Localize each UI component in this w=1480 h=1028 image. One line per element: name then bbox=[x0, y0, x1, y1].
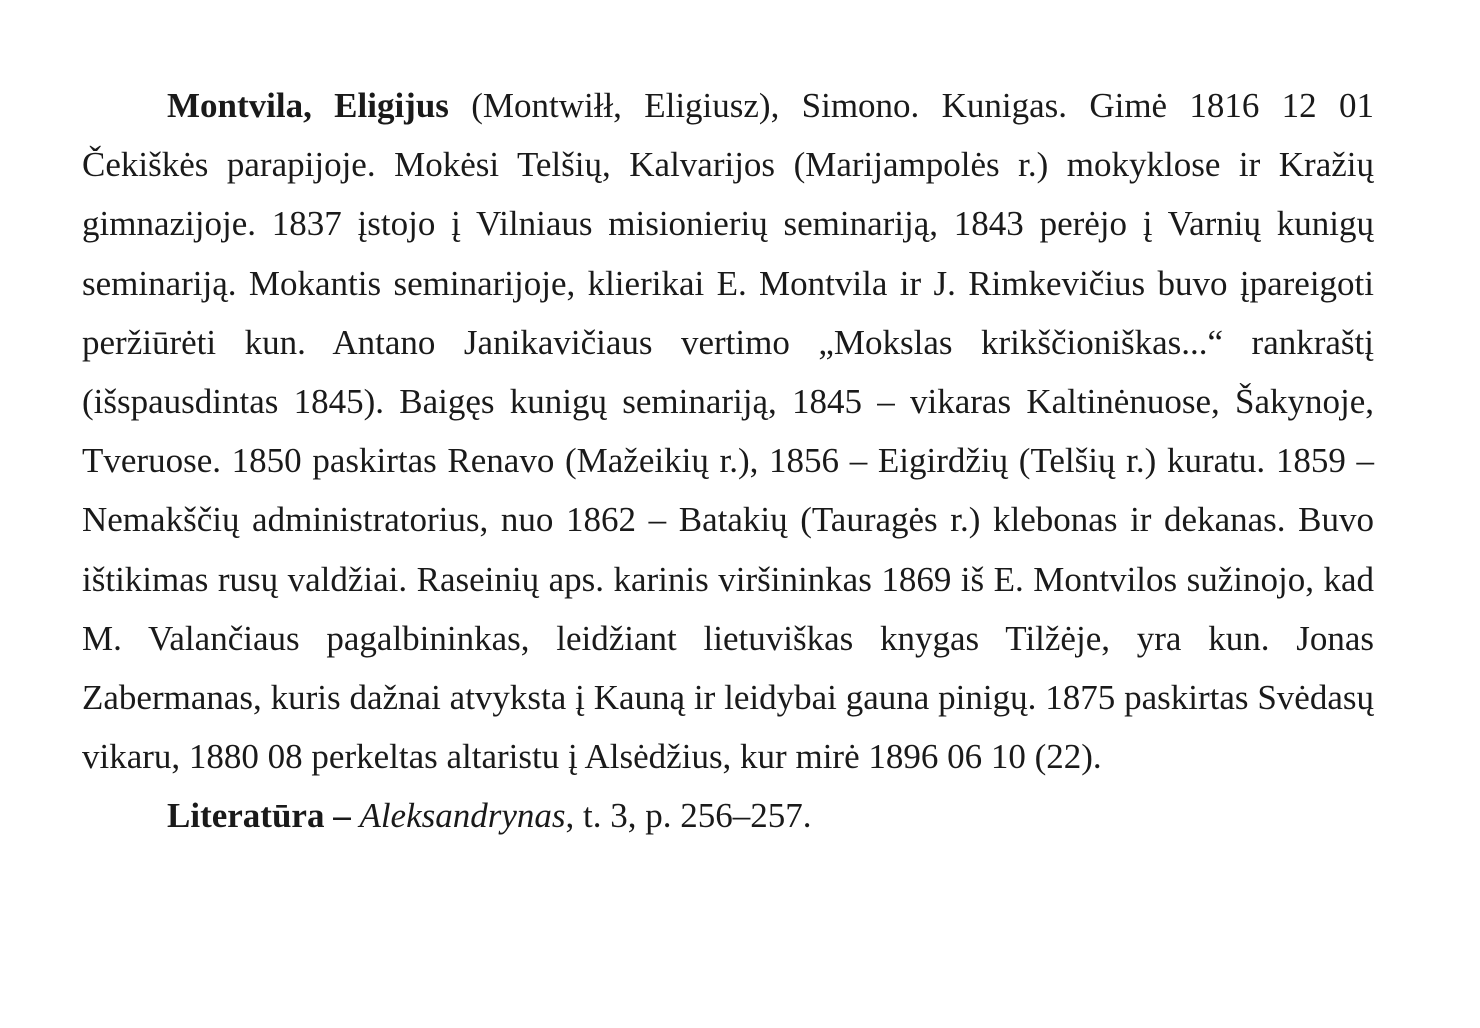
literature-paragraph bbox=[82, 786, 1374, 845]
biography-paragraph bbox=[82, 76, 1374, 786]
document-page bbox=[82, 76, 1374, 846]
biography-text: (Montwiłł, Eligiusz), Simono. Kunigas. Gimė 1816 12 01 Čekiškės parapijoje. Mokėsi Telšių, Kalvarijos (Marijampolės r.) mokyklose ir Kražių gimnazijoje. 1837 įstojo į Vilniaus misionierių seminariją, 1843 perėjo į Varnių kunigų seminariją. Mokantis seminarijoje, klierikai E. Montvila ir J. Rimkevičius buvo įpareigoti peržiūrėti kun. Antano Janikavičiaus vertimo „Mokslas krikščioniškas...“ rankraštį (išspausdintas 1845). Baigęs kunigų seminariją, 1845 – vikaras Kaltinėnuose, Šakynoje, Tveruose. 1850 paskirtas Renavo (Mažeikių r.), 1856 – Eigirdžių (Telšių r.) kuratu. 1859 – Nemakščių administratorius, nuo 1862 – Batakių (Tauragės r.) klebonas ir dekanas. Buvo ištikimas rusų valdžiai. Raseinių aps. karinis viršininkas 1869 iš E. Montvilos sužinojo, kad M. Valančiaus pagalbininkas, leidžiant lietuviškas knygas Tilžėje, yra kun. Jonas Zabermanas, kuris dažnai atvyksta į Kauną ir leidybai gauna pinigų. 1875 paskirtas Svėdasų vikaru, 1880 08 perkeltas altaristu į Alsėdžius, kur mirė 1896 06 10 (22). bbox=[82, 86, 1374, 777]
literature-source: Aleksandrynas bbox=[359, 796, 566, 836]
literature-label: Literatūra – bbox=[167, 796, 351, 836]
headword: Montvila, Eligijus bbox=[167, 86, 449, 125]
literature-details: , t. 3, p. 256–257. bbox=[565, 796, 812, 836]
